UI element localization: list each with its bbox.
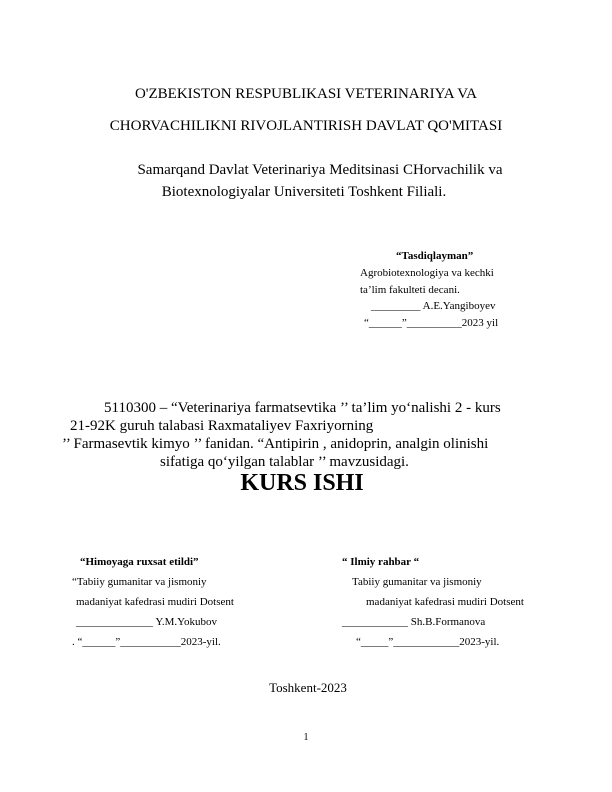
topic-line-4: sifatiga qo‘yilgan talablar ’’ mavzusidagi. [160, 454, 409, 470]
advisor-title: “ Ilmiy rahbar “ [342, 556, 420, 568]
university-line-1: Samarqand Davlat Veterinariya Meditsinasi CHorvachilik va [137, 162, 503, 178]
topic-line-1: 5110300 – “Veterinariya farmatsevtika ’’ ta’lim yo‘nalishi 2 - kurs [104, 400, 501, 416]
place-year: Toshkent-2023 [269, 680, 347, 695]
committee-title-line-2: CHORVACHILIKNI RIVOJLANTIRISH DAVLAT QO'MITASI [109, 118, 503, 134]
defense-line-2: madaniyat kafedrasi mudiri Dotsent [76, 596, 234, 608]
university-line-2: Biotexnologiyalar Universiteti Toshkent Filiali. [161, 184, 447, 200]
page-number: 1 [303, 732, 309, 743]
defense-signature: ______________ Y.M.Yokubov [76, 616, 217, 628]
document-title: KURS ISHI [240, 470, 364, 496]
defense-date: . “______”___________2023-yil. [72, 636, 221, 648]
topic-line-3: ’’ Farmasevtik kimyo ’’ fanidan. “Antipirin , anidoprin, analgin olinishi [62, 436, 489, 452]
approval-signature: _________ A.E.Yangiboyev [371, 300, 496, 312]
advisor-line-1: Tabiiy gumanitar va jismoniy [352, 576, 482, 588]
topic-line-2: 21-92K guruh talabasi Raxmataliyev Faxriyorning [70, 418, 374, 434]
defense-line-1: “Tabiiy gumanitar va jismoniy [72, 576, 207, 588]
approval-title: “Tasdiqlayman” [396, 250, 474, 262]
advisor-date: “_____”____________2023-yil. [356, 636, 500, 648]
approval-line-1: Agrobiotexnologiya va kechki [360, 267, 494, 279]
advisor-signature: ____________ Sh.B.Formanova [342, 616, 486, 628]
approval-date: “______”__________2023 yil [364, 317, 499, 329]
committee-title-line-1: O'ZBEKISTON RESPUBLIKASI VETERINARIYA VA [134, 86, 478, 102]
approval-line-2: ta’lim fakulteti decani. [360, 284, 460, 296]
advisor-line-2: madaniyat kafedrasi mudiri Dotsent [366, 596, 524, 608]
defense-title: “Himoyaga ruxsat etildi” [80, 556, 199, 568]
